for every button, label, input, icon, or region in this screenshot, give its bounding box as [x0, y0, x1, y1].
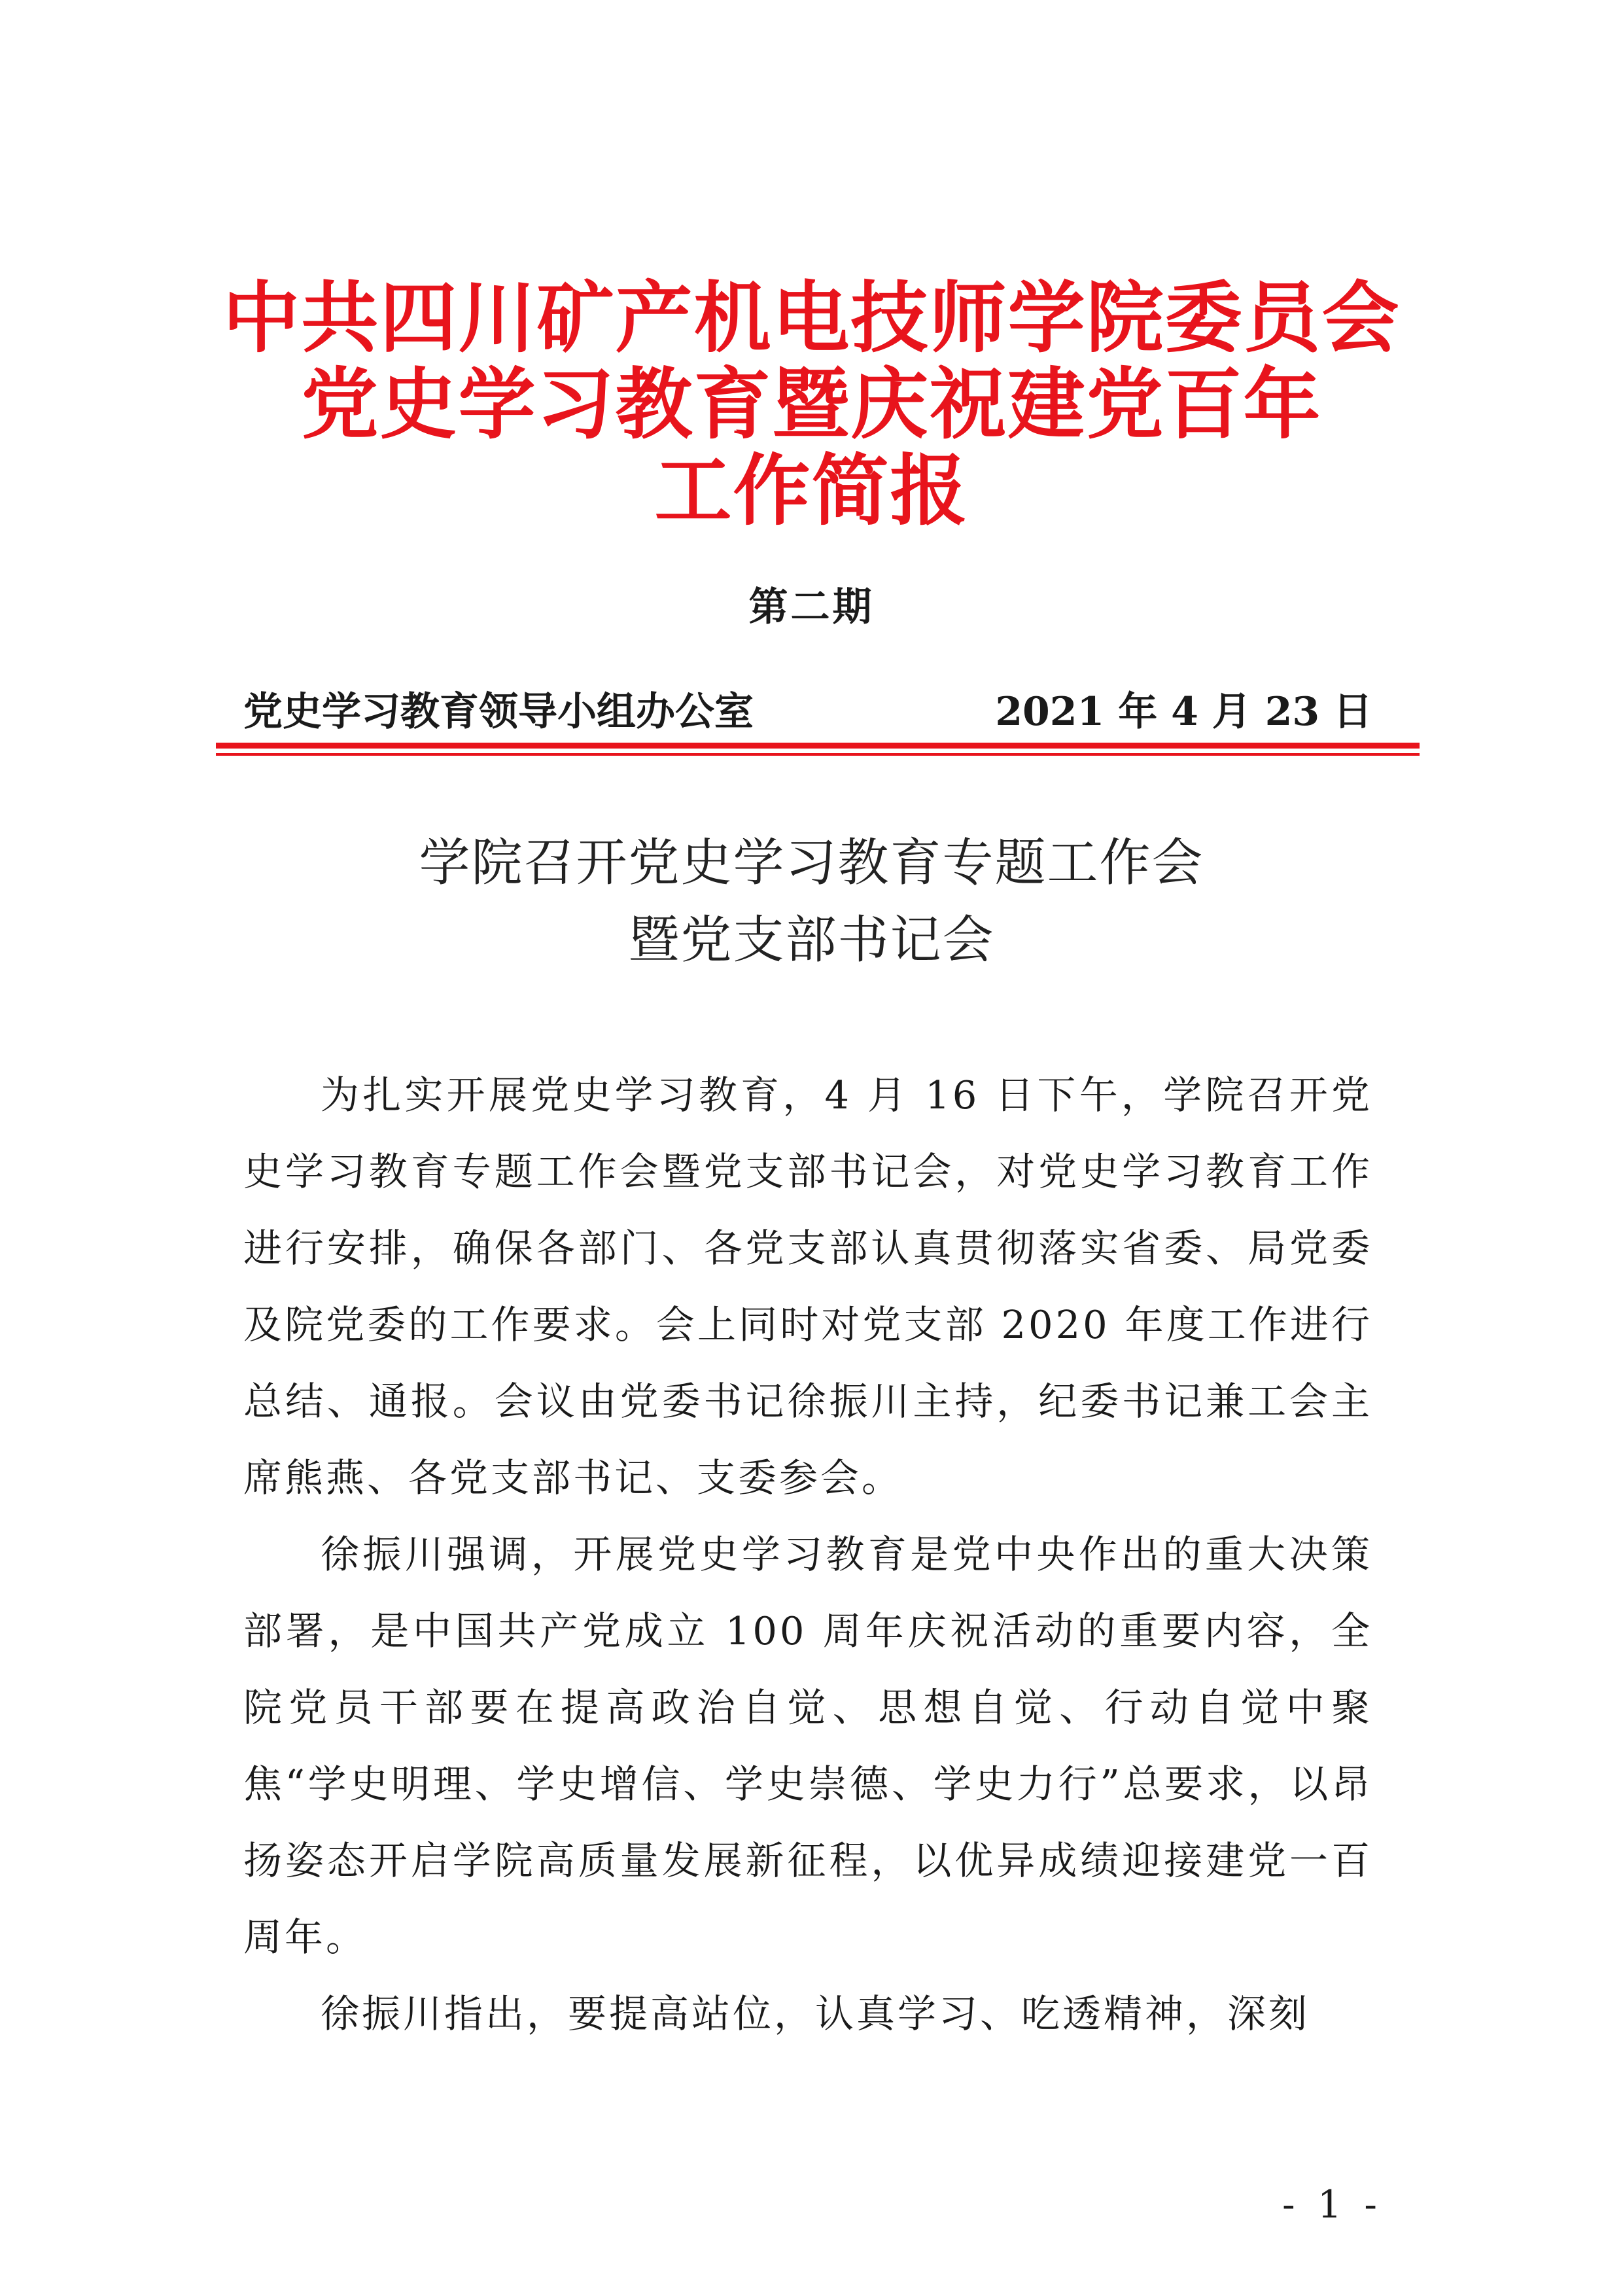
masthead-line-1: 中共四川矿产机电技师学院委员会 [222, 273, 1401, 363]
masthead-line-3: 工作简报 [654, 446, 969, 536]
issuer-line [243, 680, 1372, 733]
issue-date: 2021 年 4 月 23 日 [995, 689, 1372, 735]
masthead-line-2: 党史学习教育暨庆祝建党百年 [301, 359, 1322, 450]
paragraph: 徐振川指出，要提高站位，认真学习、吃透精神，深刻 [321, 1991, 1310, 2036]
article-title-line-2: 暨党支部书记会 [628, 911, 995, 970]
issuing-organization: 党史学习教育领导小组办公室 [243, 689, 754, 735]
article-body [243, 1057, 1372, 2052]
article-title [0, 824, 1623, 979]
masthead [0, 275, 1623, 534]
red-divider-thin [216, 753, 1420, 756]
paragraph: 徐振川强调，开展党史学习教育是党中央作出的重大决策部署，是中国共产党成立 100 周年庆祝活动的重要内容，全院党员干部要在提高政治自觉、思想自觉、行动自觉中聚焦“学史明理、学史增信、学史崇德、学史力行”总要求，以昂扬姿态开启学院高质量发展新征程，以优异成绩迎接建党一百周年。 [243, 1532, 1372, 1960]
red-divider-thick [216, 743, 1420, 749]
article-title-line-1: 学院召开党史学习教育专题工作会 [419, 834, 1204, 892]
issue-number: 第二期 [748, 584, 875, 630]
page-number: - 1 - [1282, 2182, 1382, 2227]
paragraph: 为扎实开展党史学习教育，4 月 16 日下午，学院召开党史学习教育专题工作会暨党支部书记会，对党史学习教育工作进行安排，确保各部门、各党支部认真贯彻落实省委、局党委及院党委的工作要求。会上同时对党支部 2020 年度工作进行总结、通报。会议由党委书记徐振川主持，纪委书记兼工会主席熊燕、各党支部书记、支委参会。 [243, 1072, 1372, 1500]
